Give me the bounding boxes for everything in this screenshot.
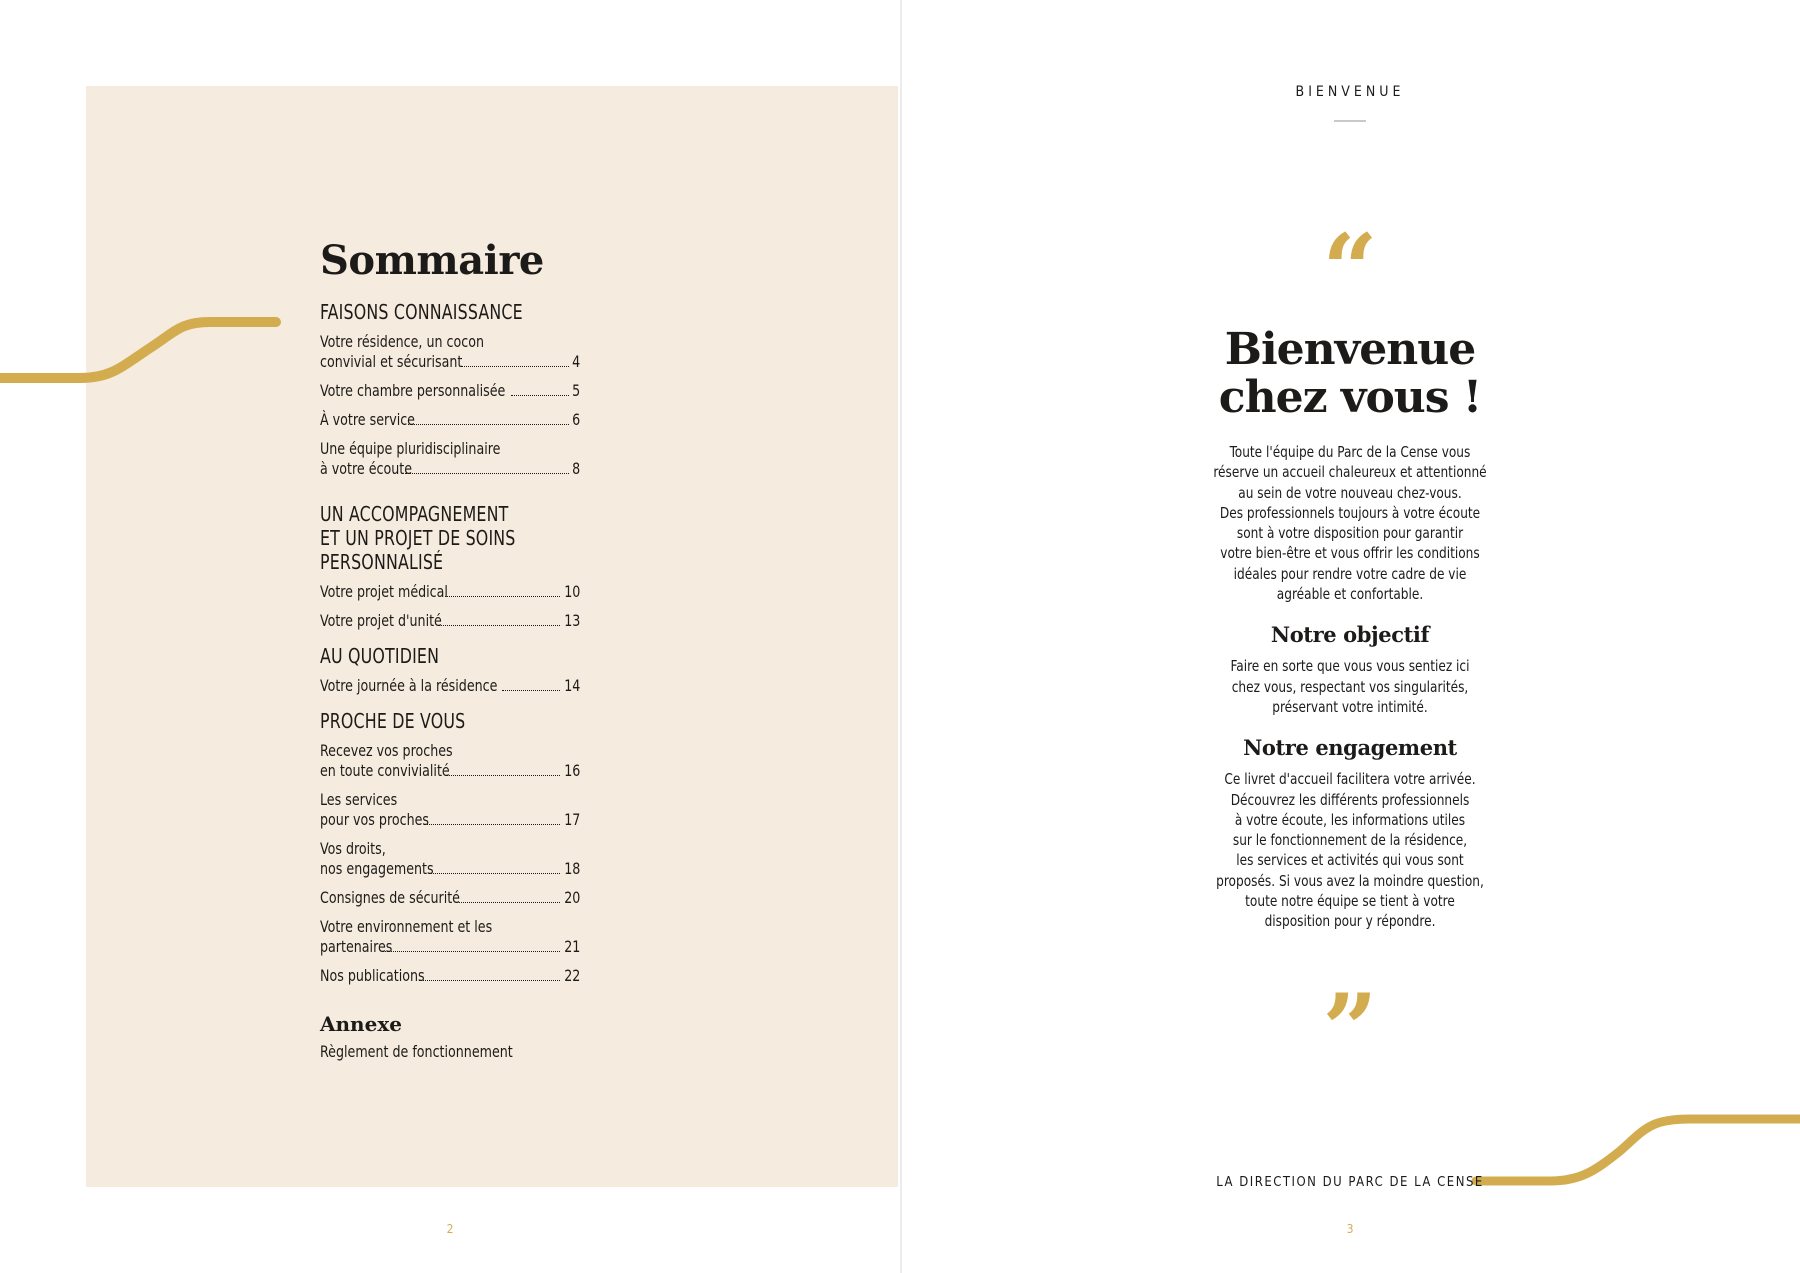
- toc-item-label: à votre écoute: [320, 459, 413, 478]
- toc-item-line1: Votre résidence, un cocon: [320, 332, 485, 351]
- toc-leader-dots: [408, 424, 569, 425]
- toc-item-line1: Les services: [320, 790, 398, 809]
- toc-item-label: Votre projet d'unité: [320, 611, 442, 630]
- text-line: Découvrez les différents professionnels: [1230, 790, 1470, 809]
- table-of-contents: [320, 237, 580, 1062]
- toc-page-number: 10: [563, 582, 580, 601]
- toc-page-number: 6: [571, 410, 580, 429]
- objectif-title: Notre objectif: [1270, 622, 1430, 648]
- toc-item[interactable]: [320, 741, 580, 781]
- toc-page-number: 21: [563, 937, 580, 956]
- text-line: Ce livret d'accueil facilitera votre arrivée.: [1224, 770, 1476, 789]
- toc-item[interactable]: [320, 888, 580, 908]
- close-quote-icon: ”: [1322, 973, 1378, 1086]
- annexe-title: Annexe: [320, 1012, 402, 1036]
- intro-paragraph: [1170, 442, 1530, 604]
- text-line: votre bien-être et vous offrir les conditions: [1220, 544, 1480, 563]
- toc-page-number: 17: [563, 810, 580, 829]
- toc-item[interactable]: [320, 439, 580, 479]
- text-line: toute notre équipe se tient à votre: [1245, 892, 1455, 911]
- text-line: Des professionnels toujours à votre écoute: [1219, 503, 1481, 522]
- gold-curve-left: [0, 300, 290, 390]
- annexe-item[interactable]: Règlement de fonctionnement: [320, 1042, 513, 1061]
- text-line: agréable et confortable.: [1276, 585, 1424, 604]
- text-line: à votre écoute, les informations utiles: [1234, 810, 1466, 829]
- toc-item[interactable]: [320, 676, 580, 696]
- toc-section-heading: AU QUOTIDIEN: [320, 644, 440, 668]
- toc-leader-dots: [424, 824, 560, 825]
- gold-curve-right: [1470, 1105, 1800, 1185]
- page-spine: [900, 0, 902, 1273]
- toc-page-number: 14: [563, 676, 580, 695]
- toc-leader-dots: [445, 596, 559, 597]
- toc-section-heading: [320, 502, 581, 574]
- toc-item[interactable]: [320, 582, 580, 602]
- text-line: au sein de votre nouveau chez-vous.: [1238, 483, 1462, 502]
- toc-title: Sommaire: [320, 237, 544, 284]
- toc-section-heading: FAISONS CONNAISSANCE: [320, 300, 523, 324]
- toc-item-label: Nos publications: [320, 966, 425, 985]
- toc-item-line1: Vos droits,: [320, 839, 386, 858]
- page-number-right: 3: [1346, 1222, 1354, 1236]
- toc-leader-dots: [462, 366, 569, 367]
- toc-item-label: nos engagements: [320, 859, 434, 878]
- toc-page-number: 16: [563, 761, 580, 780]
- text-line: idéales pour rendre votre cadre de vie: [1233, 564, 1467, 583]
- toc-item-label: pour vos proches: [320, 810, 429, 829]
- toc-page-number: 8: [571, 459, 580, 478]
- header-divider: [1334, 120, 1366, 122]
- toc-page-number: 4: [571, 352, 580, 371]
- text-line: préservant votre intimité.: [1272, 697, 1428, 716]
- text-line: Toute l'équipe du Parc de la Cense vous: [1229, 443, 1471, 461]
- text-line: sur le fonctionnement de la résidence,: [1232, 831, 1468, 850]
- toc-page-number: 20: [563, 888, 580, 907]
- toc-item[interactable]: [320, 839, 580, 879]
- toc-leader-dots: [405, 473, 569, 474]
- toc-item-label: Votre journée à la résidence: [320, 676, 498, 695]
- toc-leader-dots: [459, 902, 560, 903]
- toc-leader-dots: [382, 951, 559, 952]
- text-line: Faire en sorte que vous vous sentiez ici: [1230, 657, 1470, 676]
- toc-item-label: Consignes de sécurité: [320, 888, 460, 907]
- toc-leader-dots: [502, 690, 560, 691]
- toc-item[interactable]: [320, 966, 580, 986]
- text-line: proposés. Si vous avez la moindre question,: [1216, 871, 1484, 890]
- signature: LA DIRECTION DU PARC DE LA CENSE: [1216, 1175, 1484, 1190]
- toc-page-number: 22: [563, 966, 580, 985]
- engagement-title: Notre engagement: [1243, 735, 1457, 761]
- toc-item-label: Votre projet médical: [320, 582, 448, 601]
- toc-item-line1: Une équipe pluridisciplinaire: [320, 439, 501, 458]
- toc-item[interactable]: [320, 410, 580, 430]
- toc-section-heading-line: ET UN PROJET DE SOINS: [320, 526, 516, 550]
- text-line: disposition pour y répondre.: [1264, 912, 1436, 931]
- toc-page-number: 5: [571, 381, 580, 400]
- toc-item[interactable]: [320, 381, 580, 401]
- page-number-left: 2: [446, 1222, 454, 1236]
- toc-item-label: partenaires: [320, 937, 393, 956]
- text-line: les services et activités qui vous sont: [1236, 851, 1464, 870]
- welcome-title-line: Bienvenue: [1224, 324, 1476, 375]
- toc-item[interactable]: [320, 611, 580, 631]
- toc-item[interactable]: [320, 917, 580, 957]
- toc-item-label: convivial et sécurisant: [320, 352, 463, 371]
- toc-item-line1: Votre environnement et les: [320, 917, 493, 936]
- toc-item[interactable]: [320, 332, 580, 372]
- welcome-title-line: chez vous !: [1218, 372, 1482, 423]
- toc-section-heading-line: UN ACCOMPAGNEMENT: [320, 502, 509, 526]
- text-line: chez vous, respectant vos singularités,: [1231, 677, 1469, 696]
- toc-item-line1: Recevez vos proches: [320, 741, 453, 760]
- toc-section-heading-line: PERSONNALISÉ: [320, 550, 444, 574]
- toc-item-label: À votre service: [320, 410, 415, 429]
- toc-page-number: 18: [563, 859, 580, 878]
- toc-item-label: en toute convivialité: [320, 761, 450, 780]
- section-header: BIENVENUE: [1295, 84, 1405, 100]
- text-line: sont à votre disposition pour garantir: [1236, 524, 1464, 543]
- welcome-block: [1170, 326, 1530, 932]
- toc-page-number: 13: [563, 611, 580, 630]
- toc-item-label: Votre chambre personnalisée: [320, 381, 506, 400]
- welcome-title: [1170, 326, 1530, 422]
- toc-leader-dots: [419, 980, 560, 981]
- engagement-paragraph: [1170, 769, 1530, 931]
- text-line: réserve un accueil chaleureux et attentionné: [1213, 463, 1487, 482]
- toc-leader-dots: [429, 873, 560, 874]
- toc-leader-dots: [511, 395, 569, 396]
- toc-item[interactable]: [320, 790, 580, 830]
- toc-leader-dots: [438, 625, 559, 626]
- objectif-paragraph: [1170, 656, 1530, 717]
- open-quote-icon: “: [1322, 213, 1378, 326]
- toc-leader-dots: [447, 775, 559, 776]
- toc-section-heading: PROCHE DE VOUS: [320, 709, 466, 733]
